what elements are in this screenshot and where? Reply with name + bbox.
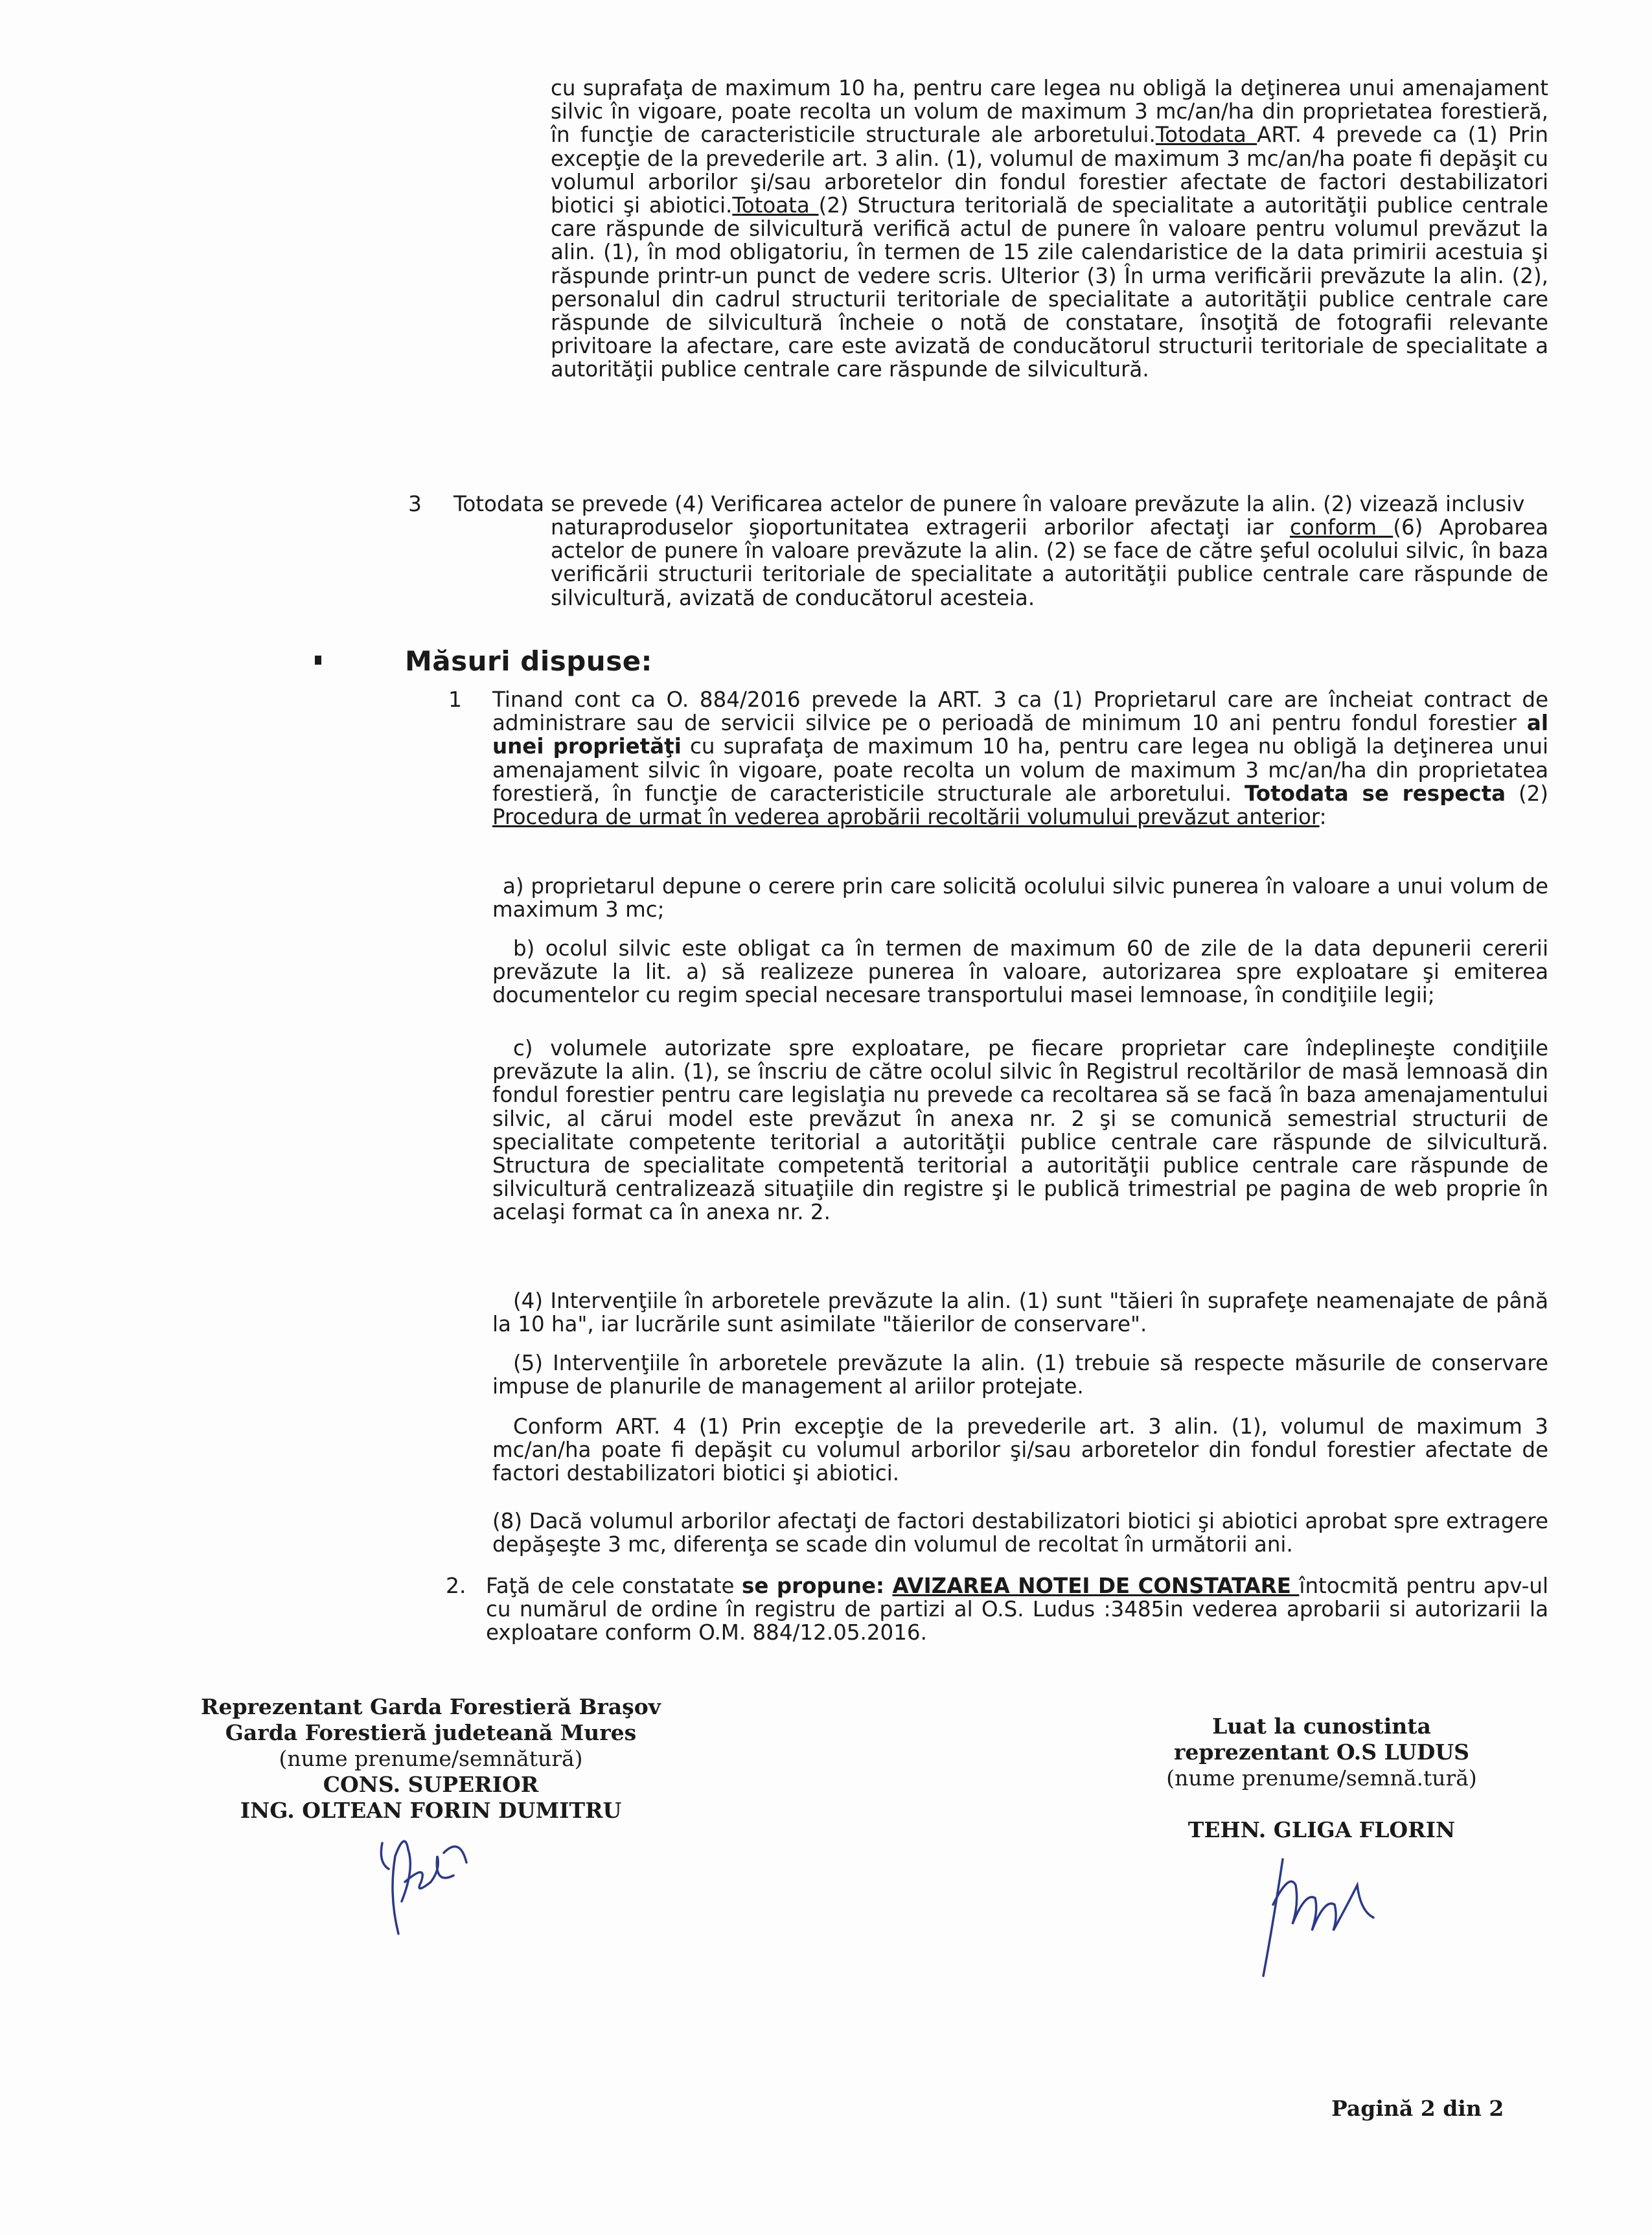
item-1-text [492,688,1548,829]
paragraph-text: ART. 4 prevede ca (1) Prin excepţie de la prevederile art. 3 alin. (1), volumul de maximum 3 mc/an/ha poate fi depăşit cu volumul arborilor şi/sau arboretelor din fondul forestier afectate de factori destabilizatori biotici şi abiotici. [551,122,1548,218]
subitem-b: b) ocolul silvic este obligat ca în termen de maximum 60 de zile de la data depunerii cererii prevăzute la lit. a) să realizeze punerea în valoare, autorizarea spre exploatare şi emiterea documentelor cu regim special necesare transportului masei lemnoase, în condiţiile legii; [492,936,1548,1008]
item-2-text [486,1574,1548,1645]
item-number: 2. [446,1573,466,1598]
paragraph-8: (8) Dacă volumul arborilor afectaţi de factori destabilizatori biotici şi abiotici aprobat spre extragere depăşeşte 3 mc, diferenţa se scade din volumul de recoltat în următorii ani. [492,1509,1548,1557]
paragraph-text: cu suprafaţa de maximum 10 ha, pentru care legea nu obligă la deţinerea unui amenajament silvic în vigoare, poate recolta un volum de maximum 3 mc/an/ha din proprietatea forestieră, în funcţie de caracteristicile structurale ale arboretului. [492,734,1549,806]
bold-text: al unei proprietăţi [492,711,1548,759]
underlined-text: Procedura de urmat în vederea aprobării recoltării volumului prevăzut anterior [492,805,1320,830]
item-3-text [551,516,1548,610]
bold-underlined-text: AVIZAREA NOTEI DE CONSTATARE [892,1574,1300,1598]
paragraph-4: (4) Intervenţiile în arboretele prevăzute la alin. (1) sunt "tăieri în suprafeţe neamenajate de până la 10 ha", iar lucrările sunt asimilate "tăierilor de conservare". [492,1289,1548,1337]
paragraph-text: (2) [1506,781,1548,806]
signature-caption: (nume prenume/semnă.tură) [1166,1765,1477,1791]
bold-text: se propune: [742,1574,893,1598]
paragraph-text: (6) Aprobarea actelor de punere în valoare prevăzute la alin. (2) se face de către şeful ocolului silvic, în baza verificării structurii teritoriale de specialitate a autorităţii publice centrale care răspunde de silvicultură, avizată de conducătorul acesteia. [551,515,1548,610]
signature-line: Luat la cunostinta [1212,1714,1431,1739]
signature-line: Garda Forestieră judeteană Mures [225,1720,637,1745]
paragraph-text: (2) Structura teritorială de specialitate a autorităţii publice centrale care răspunde de silvicultură verifică actul de punere în valoare pentru volumul prevăzut la alin. (1), în mod obligatoriu, în termen de 15 zile calendaristice de la data primirii acestuia şi răspunde printr-un punct de vedere scris. Ulterior (3) În urma verificării prevăzute la alin. (2), personalul din cadrul structurii teritoriale de specialitate a autorităţii publice centrale care răspunde de silvicultură încheie o notă de constatare, însoţită de fotografii relevante privitoare la afectare, care este avizată de conducătorul structurii teritoriale de specialitate a autorităţii publice centrale care răspunde de silvicultură. [551,193,1548,382]
item-number: 1 [448,687,462,712]
handwritten-signature-left [369,1824,499,1953]
paragraph-text: Tinand cont ca O. 884/2016 prevede la ART. 3 ca (1) Proprietarul care are încheiat contract de administrare sau de servicii silvice pe o perioadă de minimum 10 ani pentru fondul forestier [492,687,1548,736]
handwritten-signature-right [1244,1846,1399,1989]
underlined-text: Totoata [732,193,819,218]
paragraph-5: (5) Intervenţiile în arboretele prevăzute la alin. (1) trebuie să respecte măsurile de conservare impuse de planurile de management al ariilor protejate. [492,1351,1548,1399]
bullet-marker [315,656,321,665]
conform-art-4: Conform ART. 4 (1) Prin excepţie de la prevederile art. 3 alin. (1), volumul de maximum 3 mc/an/ha poate fi depăşit cu volumul arborilor şi/sau arboretelor din fondul forestier afectate de factori destabilizatori biotici şi abiotici. [492,1414,1548,1486]
subitem-a: a) proprietarul depune o cerere prin care solicită ocolului silvic punerea în valoare a unui volum de maximum 3 mc; [492,874,1548,923]
section-heading: Măsuri dispuse: [405,645,652,677]
signature-name: ING. OLTEAN FORIN DUMITRU [240,1798,622,1823]
signature-line: reprezentant O.S LUDUS [1174,1739,1469,1765]
underlined-text: conform [1289,515,1394,540]
signature-block-right [1147,1714,1497,1843]
item-3-first-line: Totodata se prevede (4) Verificarea actelor de punere în valoare prevăzute la alin. (2) vizează inclusiv [453,492,1525,516]
signature-line: Reprezentant Garda Forestieră Braşov [201,1694,661,1719]
subitem-c: c) volumele autorizate spre exploatare, pe fiecare proprietar care îndeplineşte condiţiile prevăzute la alin. (1), se înscriu de către ocolul silvic în Registrul recoltărilor de masă lemnoasă din fondul forestier pentru care legislaţia nu prevede ca recoltarea să se facă în baza amenajamentului silvic, al cărui model este prevăzut în anexa nr. 2 şi se comunică semestrial structurii de specialitate competente teritorial a autorităţii publice centrale care răspunde de silvicultură. Structura de specialitate competentă teritorial a autorităţii publice centrale care răspunde de silvicultură centralizează situaţiile din registre şi le publică trimestrial pe pagina de web proprie în acelaşi format ca în anexa nr. 2. [492,1036,1548,1225]
paragraph-text: Faţă de cele constatate [486,1574,742,1598]
page-number: Pagină 2 din 2 [1331,2096,1504,2121]
item-number: 3 [408,491,422,516]
paragraph-text: : [1319,805,1327,830]
bold-text: Totodata se respecta [1244,781,1506,806]
signature-block-left [188,1694,674,1824]
signature-name: TEHN. GLIGA FLORIN [1187,1817,1456,1842]
signature-title: CONS. SUPERIOR [323,1772,539,1797]
paragraph-text: cu suprafaţa de maximum 10 ha, pentru care legea nu obligă la deţinerea unui amenajament silvic în vigoare, poate recolta un volum de maximum 3 mc/an/ha din proprietatea forestieră, în funcţie de caracteristicile structurale ale arboretului. [551,76,1548,148]
continuation-paragraph [551,76,1548,382]
signature-caption: (nume prenume/semnătură) [279,1746,583,1771]
paragraph-text: întocmită pentru apv-ul cu numărul de ordine în registru de partizi al O.S. Ludus :3485in vederea aprobarii si autorizarii la exploatare conform O.M. 884/12.05.2016. [486,1574,1549,1645]
paragraph-text: naturaproduselor şioportunitatea extragerii arborilor afectaţi iar [551,515,1290,540]
underlined-text: Totodata [1155,122,1257,148]
